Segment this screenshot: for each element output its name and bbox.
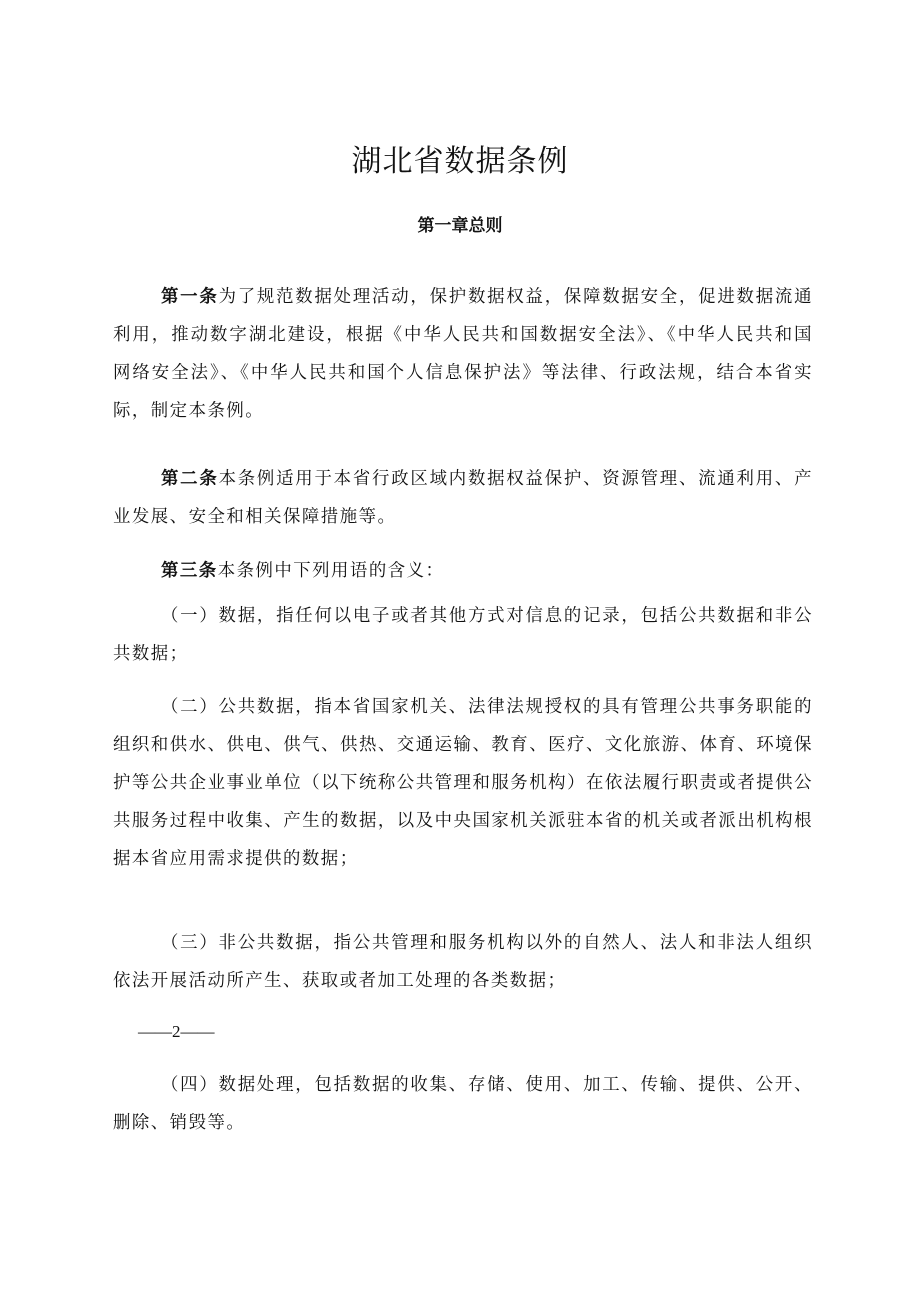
article-1-text: 为了规范数据处理活动，保护数据权益，保障数据安全，促进数据流通利用，推动数字湖北建设，根据《中华人民共和国数据安全法》、《中华人民共和国网络安全法》、《中华人民共和国个人信息保护法》等法律、行政法规，结合本省实际，制定本条例。 [113,287,813,421]
definition-item-3: （三）非公共数据，指公共管理和服务机构以外的自然人、法人和非法人组织依法开展活动所产生、获取或者加工处理的各类数据； [113,933,813,991]
article-2-heading: 第二条 [161,469,219,489]
document-title: 湖北省数据条例 [351,144,569,179]
definition-item-4: （四）数据处理，包括数据的收集、存储、使用、加工、传输、提供、公开、删除、销毁等。 [113,1075,813,1133]
article-3-text: 本条例中下列用语的含义： [217,561,445,581]
article-3 [113,552,813,590]
definition-item-1: （一）数据，指任何以电子或者其他方式对信息的记录，包括公共数据和非公共数据； [113,606,813,664]
article-1 [113,278,813,430]
article-1-heading: 第一条 [161,287,219,307]
definition-item-2: （二）公共数据，指本省国家机关、法律法规授权的具有管理公共事务职能的组织和供水、供电、供气、供热、交通运输、教育、医疗、文化旅游、体育、环境保护等公共企业事业单位（以下统称公共管理和服务机构）在依法履行职责或者提供公共服务过程中收集、产生的数据，以及中央国家机关派驻本省的机关或者派出机构根据本省应用需求提供的数据； [113,697,813,869]
article-2-text: 本条例适用于本省行政区域内数据权益保护、资源管理、流通利用、产业发展、安全和相关保障措施等。 [113,469,813,527]
article-2 [113,460,813,536]
chapter-heading: 第一章总则 [417,216,503,236]
article-3-heading: 第三条 [161,561,218,581]
page-number-marker: ——2—— [138,1022,215,1041]
